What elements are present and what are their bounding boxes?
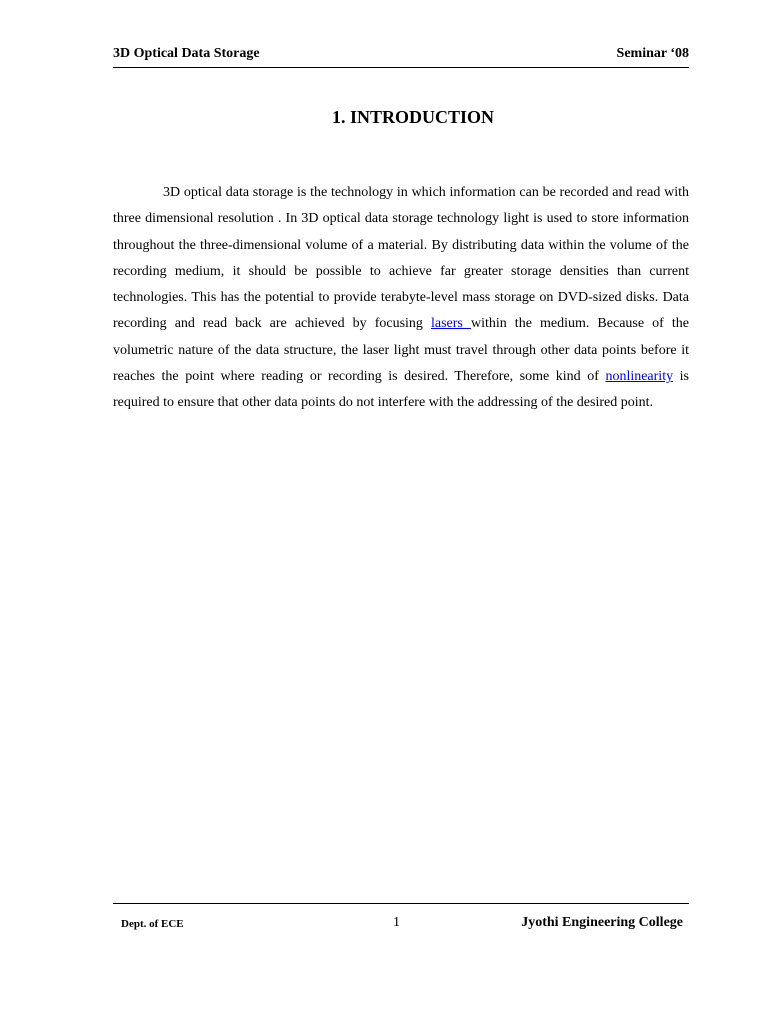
footer-college-name: Jyothi Engineering College — [521, 915, 683, 930]
nonlinearity-link[interactable]: nonlinearity — [605, 369, 674, 385]
header-seminar-label: Seminar ‘08 — [616, 46, 689, 61]
paragraph-text-part-3: is required to ensure that other data points do not interfere with the addressing of the desired point. — [113, 369, 689, 411]
footer-department: Dept. of ECE — [121, 918, 184, 930]
page-footer — [113, 912, 689, 934]
section-title: 1. INTRODUCTION — [331, 107, 495, 127]
lasers-link[interactable]: lasers — [431, 316, 471, 332]
page-header — [113, 44, 689, 64]
header-document-title: 3D Optical Data Storage — [113, 46, 260, 61]
footer-divider — [113, 903, 689, 904]
footer-page-number: 1 — [393, 915, 400, 930]
intro-paragraph — [113, 180, 689, 417]
header-divider — [113, 67, 689, 68]
paragraph-text-part-2: within the medium. Because of the volumetric nature of the data structure, the laser light must travel through other data points before it reaches the point where reading or recording is desired. Therefore, some kind of — [113, 316, 689, 385]
paragraph-text-part-1: 3D optical data storage is the technology in which information can be recorded and read with three dimensional resolution . In 3D optical data storage technology light is used to store information throughout the three-dimensional volume of a material. By distributing data within the volume of the recording medium, it should be possible to achieve far greater storage densities than current technologies. This has the potential to provide terabyte-level mass storage on DVD-sized disks. Data recording and read back are achieved by focusing — [113, 185, 689, 332]
